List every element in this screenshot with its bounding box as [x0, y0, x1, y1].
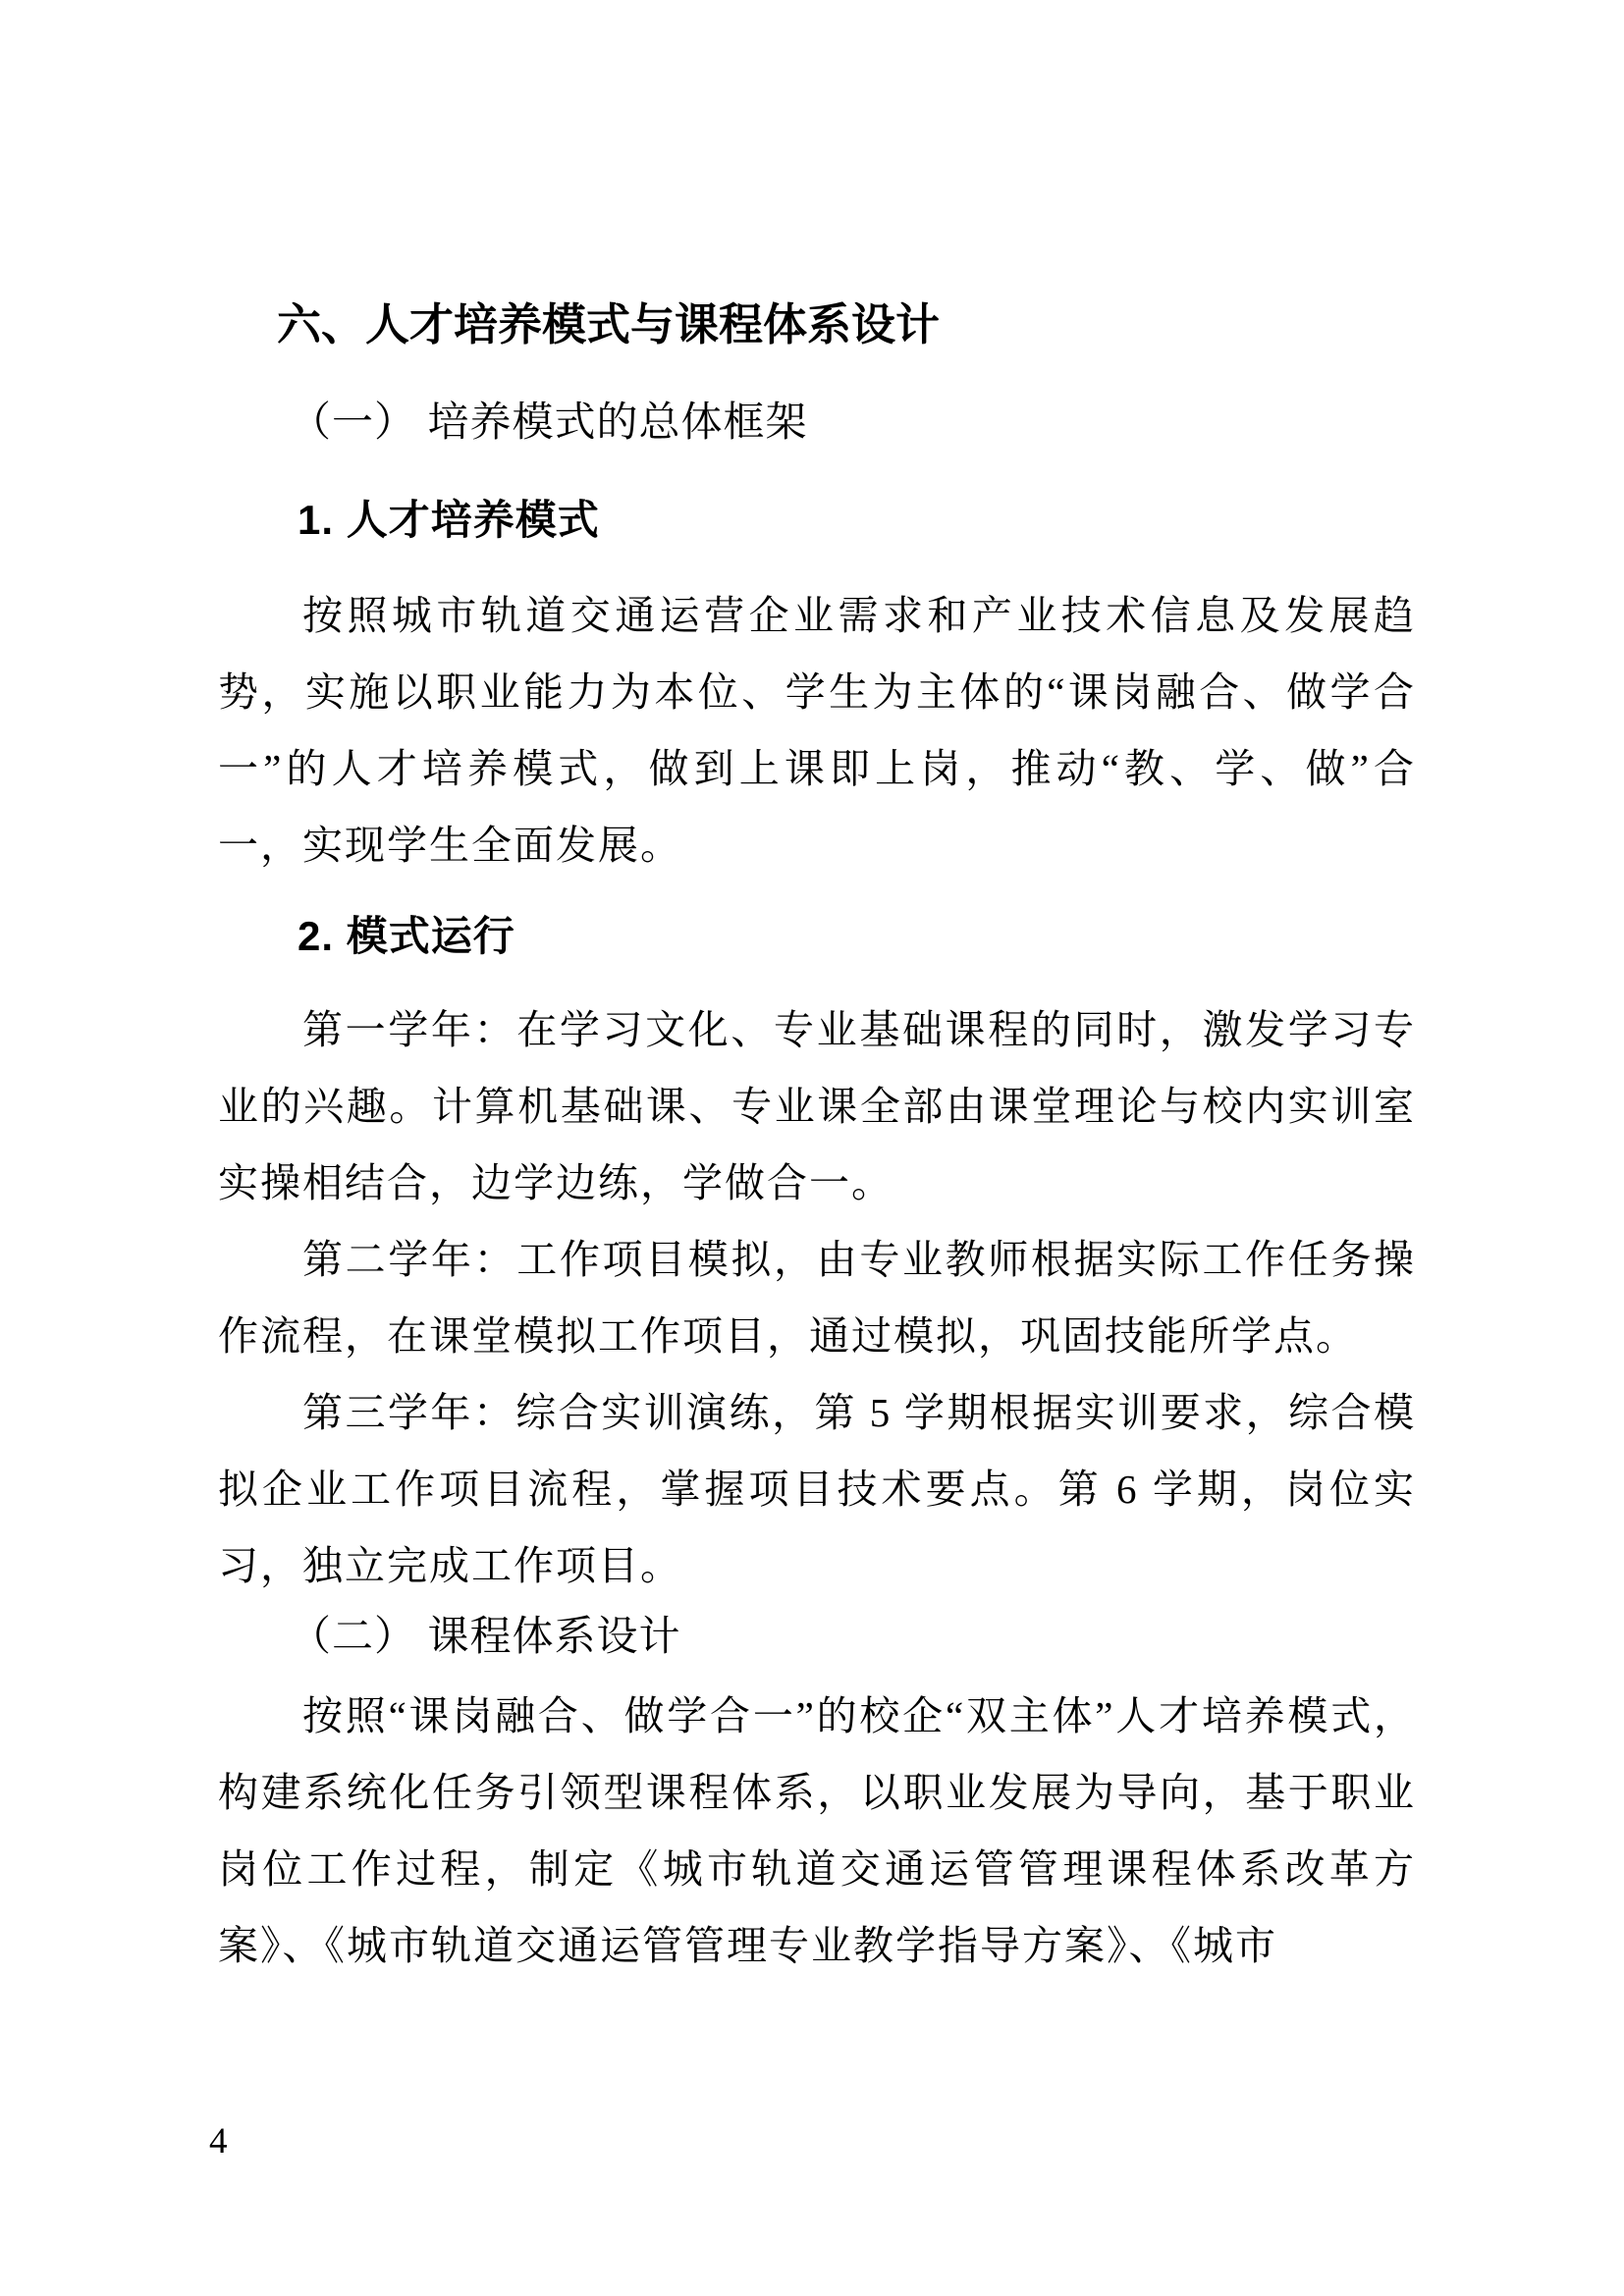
- main-section-heading: 六、人才培养模式与课程体系设计: [277, 299, 941, 349]
- paragraph-group-talent-model: [218, 577, 1416, 883]
- paragraph-group-model-operation: [218, 991, 1416, 1604]
- page-number: 4: [209, 2121, 228, 2162]
- paragraph: 按照“课岗融合、做学合一”的校企“双主体”人才培养模式，构建系统化任务引领型课程体系，以职业发展为导向，基于职业岗位工作过程，制定《城市轨道交通运管管理课程体系改革方案》、《城市轨道交通运管管理专业教学指导方案》、《城市: [218, 1693, 1416, 1968]
- subsection-heading-curriculum-design: （二） 课程体系设计: [290, 1615, 681, 1660]
- numbered-heading-model-operation: 2. 模式运行: [298, 913, 515, 959]
- paragraph: 按照城市轨道交通运营企业需求和产业技术信息及发展趋势，实施以职业能力为本位、学生为主体的“课岗融合、做学合一”的人才培养模式，做到上课即上岗，推动“教、学、做”合一，实现学生全面发展。: [218, 593, 1416, 868]
- numbered-heading-talent-model: 1. 人才培养模式: [298, 497, 600, 543]
- paragraph-year-three: 第三学年：综合实训演练，第 5 学期根据实训要求，综合模拟企业工作项目流程，掌握项目技术要点。第 6 学期，岗位实习，独立完成工作项目。: [218, 1390, 1416, 1588]
- paragraph-year-two: 第二学年：工作项目模拟，由专业教师根据实际工作任务操作流程，在课堂模拟工作项目，通过模拟，巩固技能所学点。: [218, 1237, 1416, 1359]
- subsection-heading-training-framework: （一） 培养模式的总体框架: [290, 400, 808, 446]
- paragraph-group-curriculum-design: [218, 1678, 1416, 1984]
- paragraph-year-one: 第一学年：在学习文化、专业基础课程的同时，激发学习专业的兴趣。计算机基础课、专业课全部由课堂理论与校内实训室实操相结合，边学边练，学做合一。: [218, 1007, 1416, 1205]
